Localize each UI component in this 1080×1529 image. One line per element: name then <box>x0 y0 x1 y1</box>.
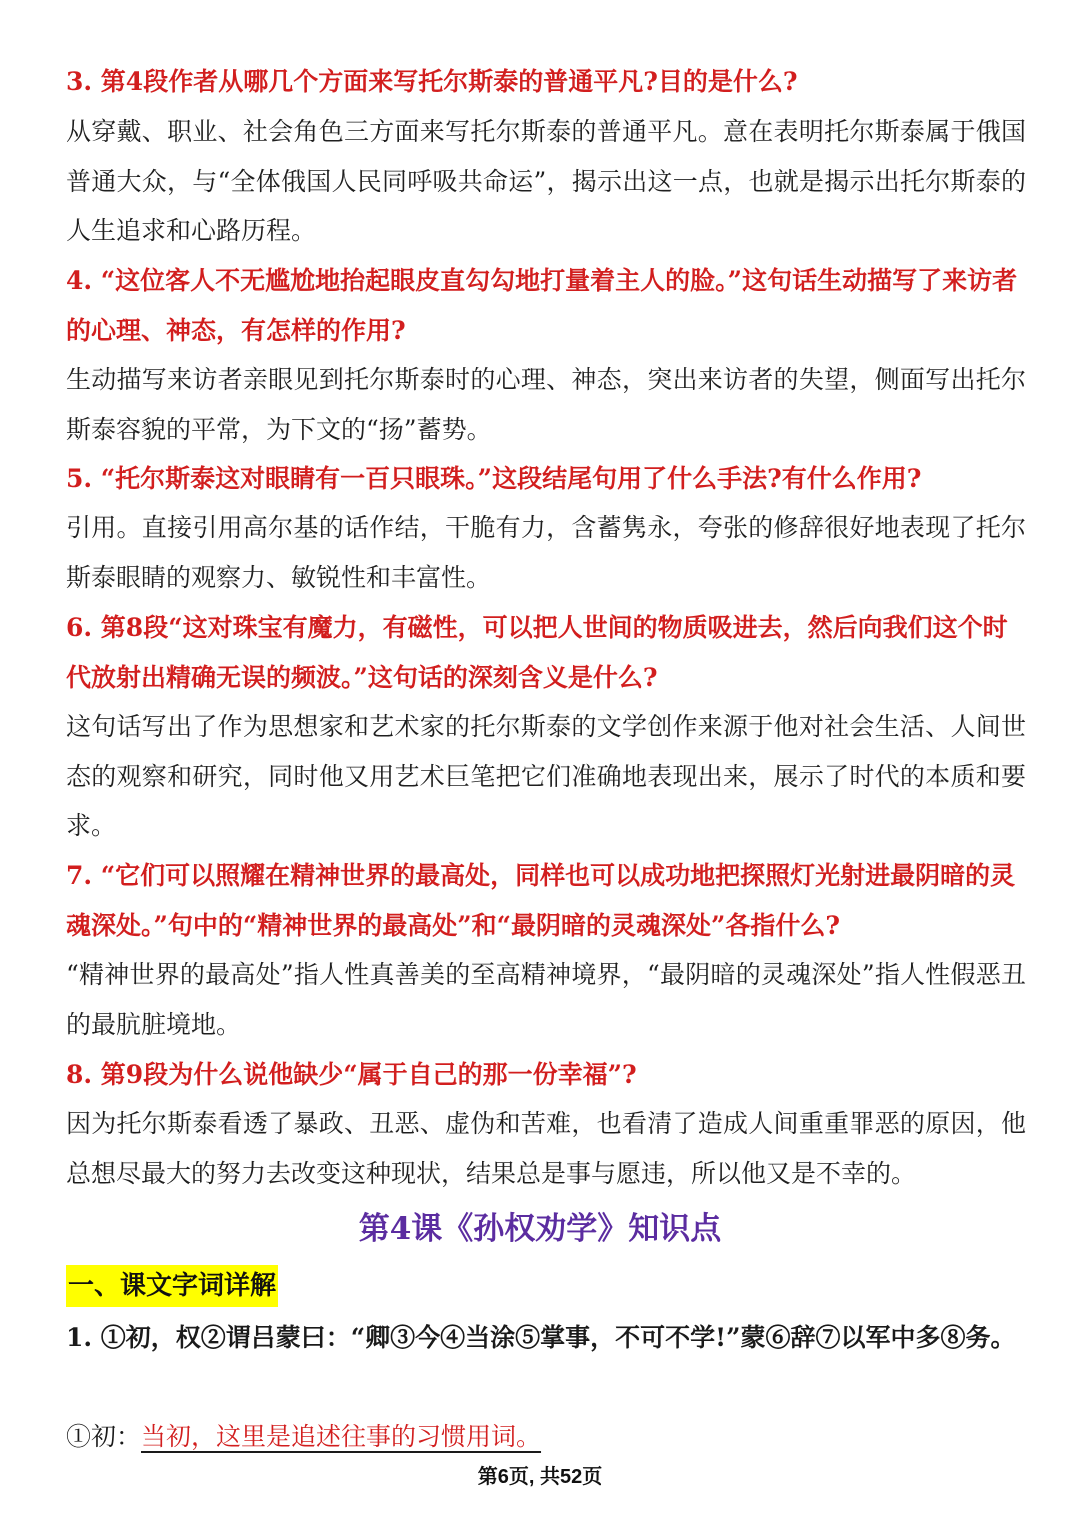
question-8: 8. 第9段为什么说他缺少“属于自己的那一份幸福”? <box>66 1060 637 1089</box>
question-6: 6. 第8段“这对珠宝有魔力，有磁性，可以把人世间的物质吸进去，然后向我们这个时代放射出精确无误的频波。”这句话的深刻含义是什么? <box>66 613 1008 692</box>
question-4: 4. “这位客人不无尴尬地抬起眼皮直勾勾地打量着主人的脸。”这句话生动描写了来访者的心理、神态，有怎样的作用? <box>66 266 1018 345</box>
note-definition: 当初，这里是追述往事的习惯用词。 <box>141 1422 542 1451</box>
answer-5: 引用。直接引用高尔基的话作结，干脆有力，含蓄隽永，夸张的修辞很好地表现了托尔斯泰眼睛的观察力、敏锐性和丰富性。 <box>66 513 1026 592</box>
note-label: ①初： <box>66 1422 142 1451</box>
question-7: 7. “它们可以照耀在精神世界的最高处，同样也可以成功地把探照灯光射进最阴暗的灵魂深处。”句中的“精神世界的最高处”和“最阴暗的灵魂深处”各指什么? <box>66 861 1016 940</box>
page-footer: 第6页, 共52页 <box>477 1466 603 1488</box>
question-5: 5. “托尔斯泰这对眼睛有一百只眼珠。”这段结尾句用了什么手法?有什么作用? <box>66 464 922 493</box>
answer-4: 生动描写来访者亲眼见到托尔斯泰时的心理、神态，突出来访者的失望，侧面写出托尔斯泰容貌的平常，为下文的“扬”蓄势。 <box>66 365 1026 444</box>
section-heading: 一、课文字词详解 <box>66 1265 278 1307</box>
vocab-note <box>66 1412 541 1462</box>
vocab-item-1: 1. ①初，权②谓吕蒙曰：“卿③今④当涂⑤掌事，不可不学!”蒙⑥辞⑦以军中多⑧务。 <box>66 1323 1016 1352</box>
answer-8: 因为托尔斯泰看透了暴政、丑恶、虚伪和苦难，也看清了造成人间重重罪恶的原因，他总想尽最大的努力去改变这种现状，结果总是事与愿违，所以他又是不幸的。 <box>66 1109 1026 1188</box>
question-3: 3. 第4段作者从哪几个方面来写托尔斯泰的普通平凡?目的是什么? <box>66 67 798 96</box>
answer-6: 这句话写出了作为思想家和艺术家的托尔斯泰的文学创作来源于他对社会生活、人间世态的观察和研究，同时他又用艺术巨笔把它们准确地表现出来，展示了时代的本质和要求。 <box>66 712 1026 840</box>
answer-3: 从穿戴、职业、社会角色三方面来写托尔斯泰的普通平凡。意在表明托尔斯泰属于俄国普通大众，与“全体俄国人民同呼吸共命运”，揭示出这一点，也就是揭示出托尔斯泰的人生追求和心路历程。 <box>66 117 1026 245</box>
lesson-title: 第4课《孙权劝学》知识点 <box>358 1211 722 1247</box>
answer-7: “精神世界的最高处”指人性真善美的至高精神境界，“最阴暗的灵魂深处”指人性假恶丑的最肮脏境地。 <box>66 960 1026 1039</box>
